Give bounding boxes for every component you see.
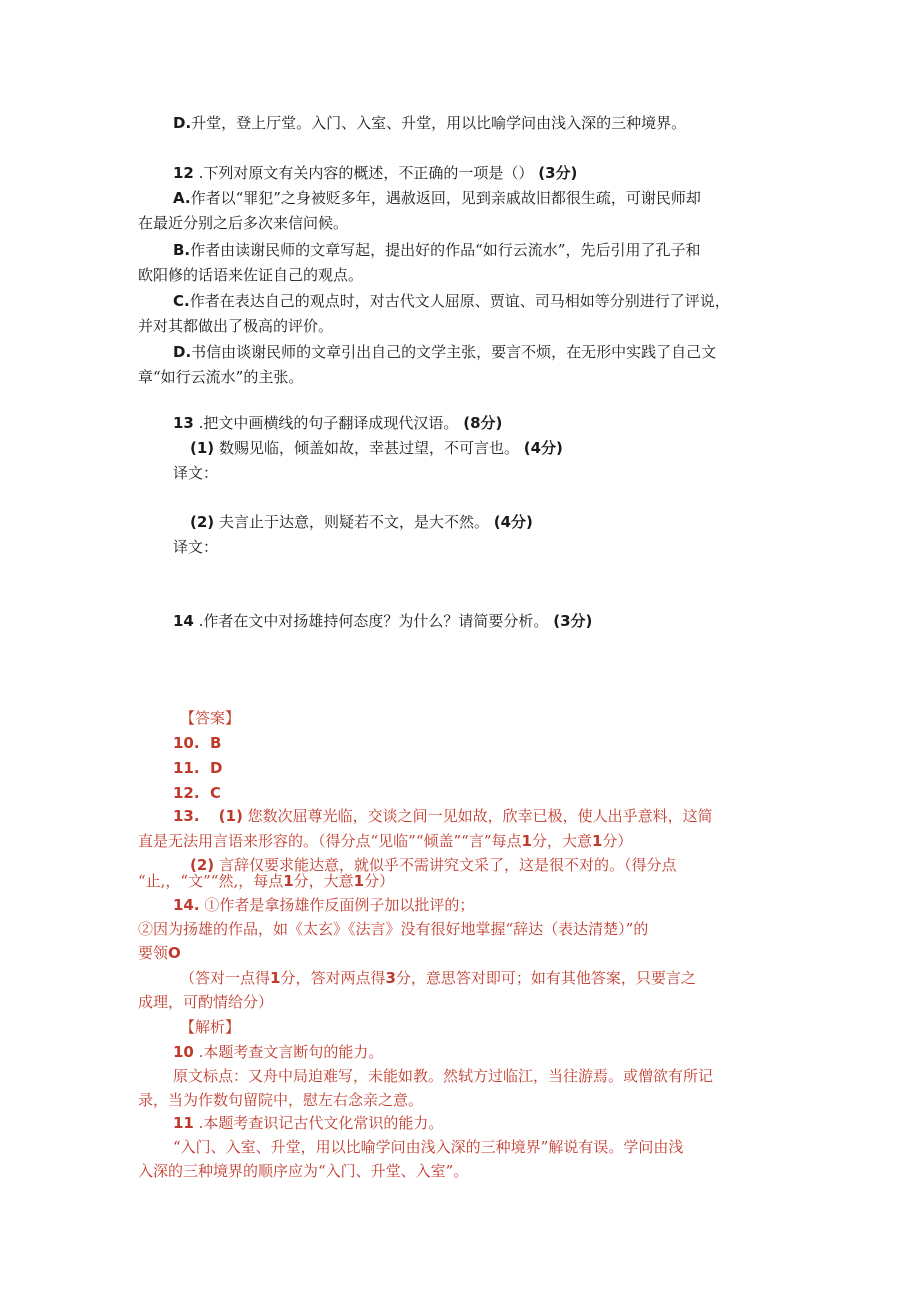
- sentence-mark: (2): [190, 513, 215, 531]
- question-number: 14: [173, 612, 194, 630]
- answer-13-line2: [138, 831, 632, 851]
- answer-10: [173, 733, 221, 753]
- answer-text: 分）: [364, 872, 395, 890]
- question-score: (3分): [538, 164, 578, 182]
- q12-option-d-line1: [173, 342, 716, 362]
- score-number: 1: [353, 872, 365, 890]
- analysis-10-line3: 录，当为作数句留院中，慰左右念亲之意。: [138, 1091, 424, 1109]
- q12-option-c-line1: [173, 291, 730, 311]
- answer-number: 12.: [173, 784, 200, 802]
- q13-sentence-1: [190, 438, 563, 458]
- sentence-text: 数赐见临，倾盖如故，幸甚过望，不可言也。: [218, 439, 519, 457]
- score-number: 1: [270, 969, 281, 987]
- analysis-text: .本题考查识记古代文化常识的能力。: [198, 1114, 444, 1132]
- option-text: 作者在表达自己的观点时，对古代文人屈原、贾谊、司马相如等分别进行了评说，: [189, 292, 730, 310]
- q14-stem: [173, 611, 592, 631]
- answer-text: 分，意思答对即可；如有其他答案，只要言之: [395, 969, 696, 987]
- translation-label-1: 译文：: [173, 464, 219, 482]
- answer-14-line4: [180, 968, 696, 988]
- question-text: .作者在文中对扬雄持何态度？为什么？请简要分析。: [198, 612, 549, 630]
- answer-text: “止,，“文”“然,，每点: [138, 872, 284, 890]
- sentence-mark: (1): [218, 807, 243, 825]
- answer-number: 13.: [173, 807, 200, 825]
- answer-13-line4: [138, 871, 394, 891]
- option-letter: D.: [173, 114, 192, 132]
- option-letter: B.: [173, 241, 191, 259]
- answer-14-line3: [138, 943, 181, 963]
- analysis-header: 【解析】: [180, 1018, 241, 1036]
- answer-14-line5: 成理，可酌情给分）: [138, 993, 274, 1011]
- answer-text: （答对一点得: [180, 969, 271, 987]
- answers-header: 【答案】: [180, 709, 241, 727]
- sentence-score: (4分): [493, 513, 533, 531]
- answer-text: 要领: [138, 944, 169, 962]
- q11-option-d: [173, 113, 686, 133]
- question-number: 13: [173, 414, 194, 432]
- score-number: 1: [283, 872, 294, 890]
- answer-value: C: [210, 784, 222, 802]
- sentence-text: 夫言止于达意，则疑若不文，是大不然。: [218, 513, 489, 531]
- analysis-11-line3: 入深的三种境界的顺序应为“入门、升堂、入室”。: [138, 1162, 469, 1180]
- q13-sentence-2: [190, 512, 533, 532]
- option-letter: D.: [173, 343, 192, 361]
- answer-text: 分，大意: [531, 832, 592, 850]
- analysis-text: .本题考查文言断句的能力。: [198, 1043, 384, 1061]
- question-text: .把文中画横线的句子翻译成现代汉语。: [198, 414, 459, 432]
- answer-13-line1: [173, 806, 713, 826]
- sentence-mark: (2): [190, 856, 215, 874]
- question-text: .下列对原文有关内容的概述，不正确的一项是（）: [198, 164, 534, 182]
- analysis-10-line2: 原文标点：又舟中局迫难写，未能如教。然轼方过临江，当往游焉。或僧欲有所记: [173, 1067, 714, 1085]
- q12-stem: [173, 163, 577, 183]
- answer-value: D: [210, 759, 223, 777]
- question-score: (3分): [553, 612, 593, 630]
- translation-label-2: 译文：: [173, 538, 219, 556]
- q12-option-b-line2: 欧阳修的话语来佐证自己的观点。: [138, 266, 364, 284]
- score-number: 1: [591, 832, 603, 850]
- q12-option-b-line1: [173, 240, 700, 260]
- answer-text: 分）: [602, 832, 633, 850]
- score-number: 3: [385, 969, 396, 987]
- answer-text: 分，答对两点得: [280, 969, 386, 987]
- answer-number: 14.: [173, 896, 200, 914]
- answer-text: 直是无法用言语来形容的。（得分点“见临”“倾盖”“言”每点: [138, 832, 522, 850]
- answer-14-line1: [173, 895, 474, 915]
- option-text: 作者以“罪犯”之身被贬多年，遇赦返回，见到亲戚故旧都很生疏，可谢民师却: [190, 189, 701, 207]
- analysis-number: 11: [173, 1114, 194, 1132]
- answer-text: 言辞仅要求能达意，就似乎不需讲究文采了，这是很不对的。（得分点: [218, 856, 677, 874]
- analysis-10-line1: [173, 1042, 383, 1062]
- answer-number: 10.: [173, 734, 200, 752]
- answer-value: B: [210, 734, 222, 752]
- answer-number: 11.: [173, 759, 200, 777]
- answer-11: [173, 758, 222, 778]
- analysis-11-line2: “入门、入室、升堂，用以比喻学问由浅入深的三种境界”解说有误。学问由浅: [173, 1138, 684, 1156]
- analysis-number: 10: [173, 1043, 194, 1061]
- analysis-11-line1: [173, 1113, 443, 1133]
- answer-14-line2: ②因为扬雄的作品，如《太玄》《法言》没有很好地掌握“辞达（表达清楚）”的: [138, 920, 649, 938]
- option-letter: A.: [173, 189, 191, 207]
- option-text: 升堂，登上厅堂。入门、入室、升堂，用以比喻学问由浅入深的三种境界。: [191, 114, 687, 132]
- q12-option-a-line1: [173, 188, 701, 208]
- q12-option-d-line2: 章“如行云流水”的主张。: [138, 368, 304, 386]
- option-text: 作者由读谢民师的文章写起，提出好的作品“如行云流水”，先后引用了孔子和: [190, 241, 701, 259]
- question-number: 12: [173, 164, 194, 182]
- q12-option-c-line2: 并对其都做出了极高的评价。: [138, 317, 334, 335]
- sentence-mark: (1): [190, 439, 215, 457]
- answer-text: ①作者是拿扬雄作反面例子加以批评的；: [204, 896, 475, 914]
- option-letter: C.: [173, 292, 190, 310]
- q12-option-a-line2: 在最近分别之后多次来信问候。: [138, 214, 349, 232]
- answer-12: [173, 783, 221, 803]
- circle-mark: O: [168, 944, 181, 962]
- answer-text: 您数次屈尊光临，交谈之间一见如故，欣幸已极，使人出乎意料，这简: [247, 807, 713, 825]
- question-score: (8分): [463, 414, 503, 432]
- sentence-score: (4分): [523, 439, 563, 457]
- option-text: 书信由谈谢民师的文章引出自己的文学主张，要言不烦，在无形中实践了自己文: [191, 343, 717, 361]
- answer-text: 分，大意: [293, 872, 354, 890]
- score-number: 1: [521, 832, 532, 850]
- q13-stem: [173, 413, 502, 433]
